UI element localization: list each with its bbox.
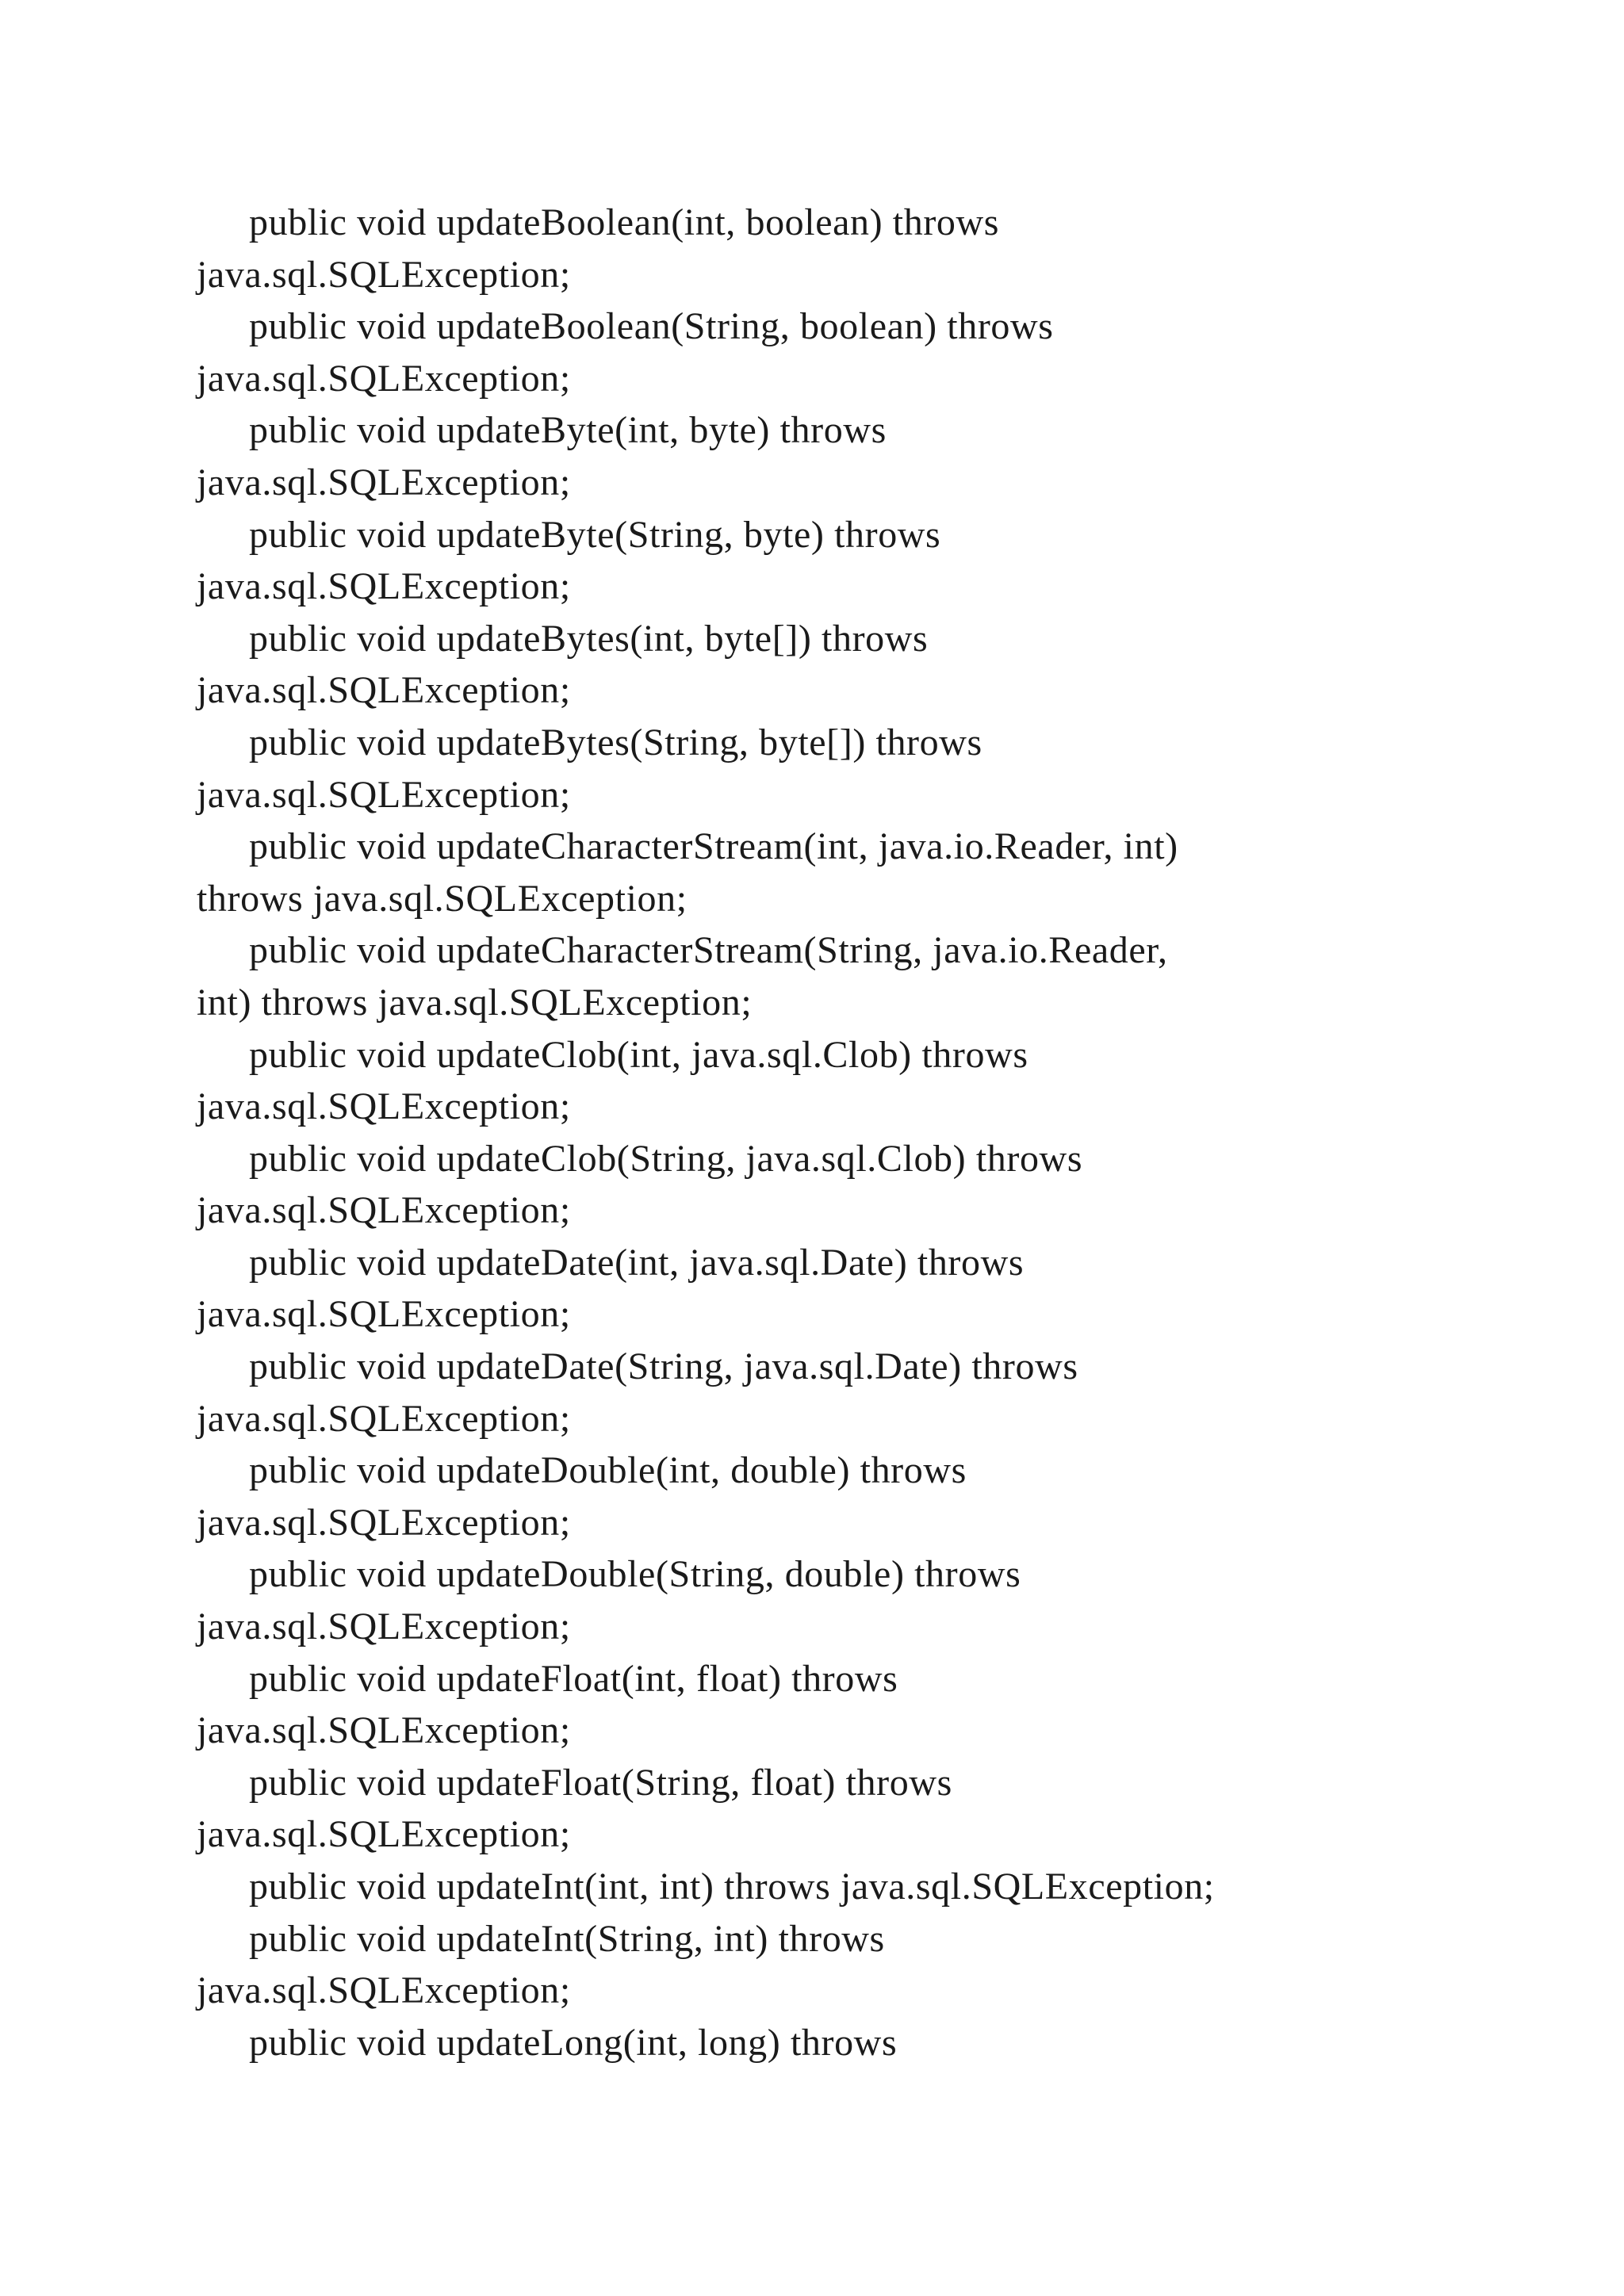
continuation-line: java.sql.SQLException; — [197, 461, 571, 503]
continuation-line: java.sql.SQLException; — [197, 773, 571, 816]
continuation-line: java.sql.SQLException; — [197, 1605, 571, 1648]
continuation-line: java.sql.SQLException; — [197, 1709, 571, 1752]
continuation-line: java.sql.SQLException; — [197, 1501, 571, 1544]
method-declaration-line: public void updateClob(String, java.sql.Clob) throws — [249, 1137, 1083, 1180]
method-declaration-line: public void updateDate(String, java.sql.Date) throws — [249, 1345, 1078, 1388]
method-declaration-line: public void updateClob(int, java.sql.Clob) throws — [249, 1033, 1028, 1076]
method-declaration-line: public void updateDate(int, java.sql.Date) throws — [249, 1241, 1025, 1284]
continuation-line: java.sql.SQLException; — [197, 253, 571, 296]
method-declaration-line: public void updateFloat(String, float) throws — [249, 1761, 952, 1804]
method-declaration-line: public void updateBytes(int, byte[]) throws — [249, 617, 929, 660]
method-declaration-line: public void updateInt(int, int) throws java.sql.SQLException; — [249, 1866, 1215, 1908]
method-declaration-line: public void updateBoolean(int, boolean) throws — [249, 201, 1000, 243]
method-declaration-line: public void updateInt(String, int) throws — [249, 1917, 885, 1960]
method-declaration-line: public void updateByte(String, byte) throws — [249, 513, 941, 556]
continuation-line: java.sql.SQLException; — [197, 1813, 571, 1856]
continuation-line: java.sql.SQLException; — [197, 1397, 571, 1440]
continuation-line: java.sql.SQLException; — [197, 357, 571, 400]
method-declaration-line: public void updateLong(int, long) throws — [249, 2021, 898, 2064]
continuation-line: java.sql.SQLException; — [197, 1293, 571, 1336]
method-declaration-line: public void updateCharacterStream(String, java.io.Reader, — [249, 929, 1168, 972]
method-declaration-line: public void updateDouble(int, double) throws — [249, 1449, 967, 1492]
continuation-line: java.sql.SQLException; — [197, 1085, 571, 1128]
continuation-line: java.sql.SQLException; — [197, 669, 571, 712]
continuation-line: throws java.sql.SQLException; — [197, 877, 688, 920]
method-declaration-line: public void updateByte(int, byte) throws — [249, 409, 887, 452]
continuation-line: int) throws java.sql.SQLException; — [197, 981, 753, 1024]
code-listing-text — [197, 197, 1481, 2068]
continuation-line: java.sql.SQLException; — [197, 1969, 571, 2012]
continuation-line: java.sql.SQLException; — [197, 1189, 571, 1232]
method-declaration-line: public void updateDouble(String, double) throws — [249, 1553, 1021, 1596]
continuation-line: java.sql.SQLException; — [197, 565, 571, 608]
method-declaration-line: public void updateCharacterStream(int, java.io.Reader, int) — [249, 825, 1178, 868]
method-declaration-line: public void updateBoolean(String, boolean) throws — [249, 305, 1054, 348]
method-declaration-line: public void updateFloat(int, float) throws — [249, 1657, 898, 1700]
method-declaration-line: public void updateBytes(String, byte[]) throws — [249, 721, 982, 763]
